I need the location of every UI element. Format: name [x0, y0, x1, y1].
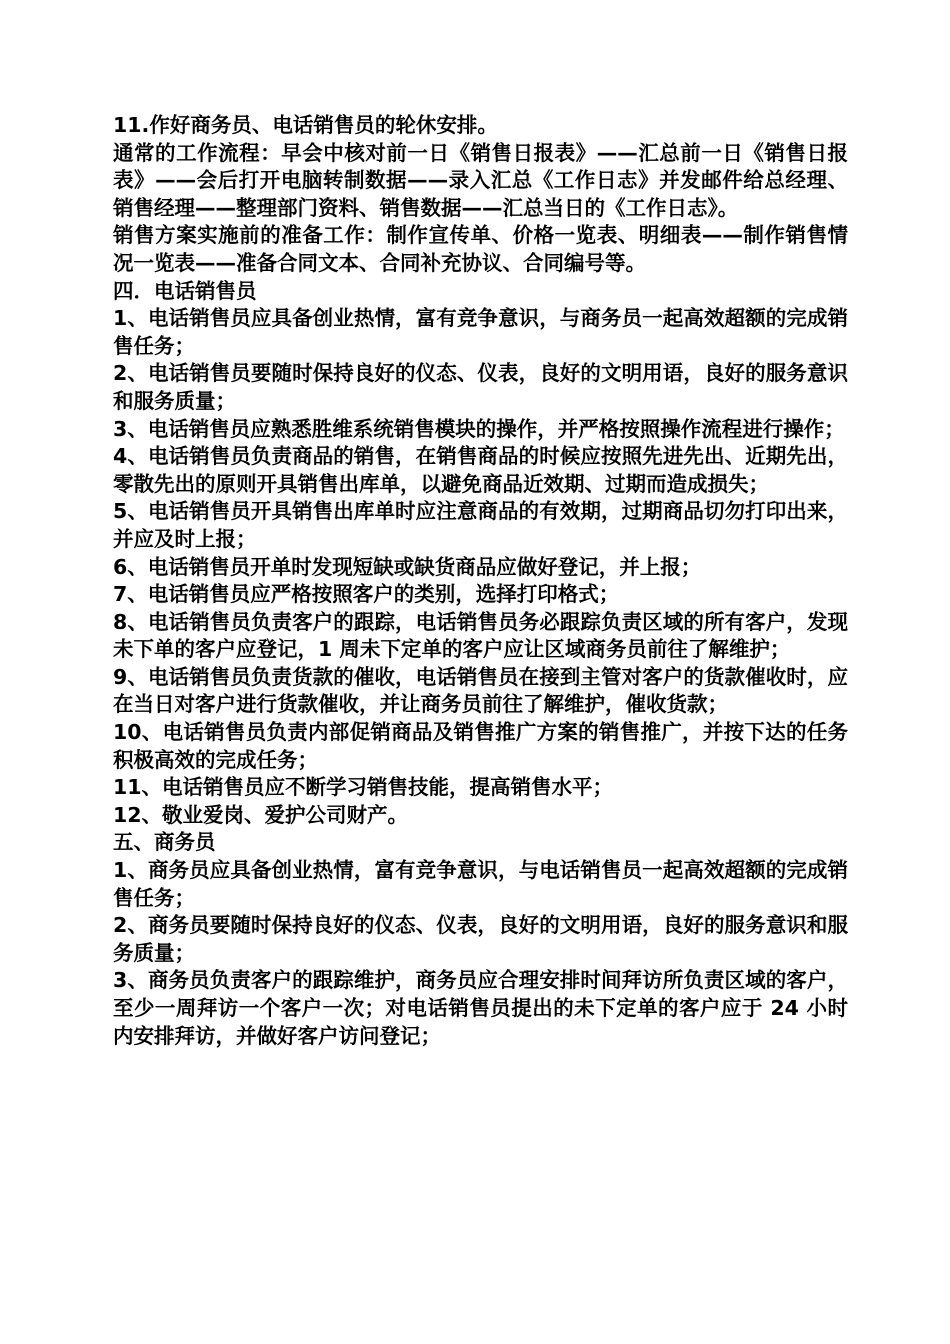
list-item: 8、电话销售员负责客户的跟踪，电话销售员务必跟踪负责区域的所有客户，发现未下单的客户应登记，1 周未下定单的客户应让区域商务员前往了解维护；	[113, 609, 848, 662]
list-item: 7、电话销售员应严格按照客户的类别，选择打印格式；	[113, 582, 620, 607]
paragraph-preparation: 销售方案实施前的准备工作：制作宣传单、价格一览表、明细表——制作销售情况一览表——准备合同文本、合同补充协议、合同编号等。	[113, 223, 848, 275]
section-heading-business-staff: 五、商务员	[113, 830, 216, 855]
list-item: 3、电话销售员应熟悉胜维系统销售模块的操作，并严格按照操作流程进行操作；	[113, 416, 845, 441]
list-item: 12、敬业爱岗、爱护公司财产。	[113, 802, 409, 827]
list-item: 9、电话销售员负责货款的催收，电话销售员在接到主管对客户的货款催收时，应在当日对客户进行货款催收，并让商务员前往了解维护，催收货款；	[113, 664, 848, 717]
section-heading-telesales: 四．电话销售员	[113, 278, 257, 303]
list-item: 1、商务员应具备创业热情，富有竞争意识，与电话销售员一起高效超额的完成销售任务；	[113, 858, 848, 910]
paragraph-workflow: 通常的工作流程：早会中核对前一日《销售日报表》——汇总前一日《销售日报表》——会后打开电脑转制数据——录入汇总《工作日志》并发邮件给总经理、销售经理——整理部门资料、销售数据——汇总当日的《工作日志》。	[113, 140, 848, 220]
list-item: 6、电话销售员开单时发现短缺或缺货商品应做好登记，并上报；	[113, 554, 702, 579]
list-item: 2、电话销售员要随时保持良好的仪态、仪表，良好的文明用语，良好的服务意识和服务质量；	[113, 361, 848, 413]
list-item: 11、电话销售员应不断学习销售技能，提高销售水平；	[113, 775, 614, 800]
list-item: 5、电话销售员开具销售出库单时应注意商品的有效期，过期商品切勿打印出来，并应及时上报；	[113, 499, 848, 551]
list-item: 1、电话销售员应具备创业热情，富有竞争意识，与商务员一起高效超额的完成销售任务；	[113, 306, 848, 358]
list-item: 10、电话销售员负责内部促销商品及销售推广方案的销售推广，并按下达的任务积极高效的完成任务；	[113, 720, 848, 772]
paragraph-rotation-arrangement: 11.作好商务员、电话销售员的轮休安排。	[113, 113, 498, 137]
list-item: 4、电话销售员负责商品的销售，在销售商品的时候应按照先进先出、近期先出，零散先出的原则开具销售出库单，以避免商品近效期、过期而造成损失；	[113, 444, 848, 496]
document-body	[113, 112, 848, 1050]
list-item: 3、商务员负责客户的跟踪维护，商务员应合理安排时间拜访所负责区域的客户，至少一周拜访一个客户一次；对电话销售员提出的未下定单的客户应于 24 小时内安排拜访，并做好客户访问登记；	[113, 968, 848, 1048]
list-item: 2、商务员要随时保持良好的仪态、仪表，良好的文明用语，良好的服务意识和服务质量；	[113, 913, 848, 965]
